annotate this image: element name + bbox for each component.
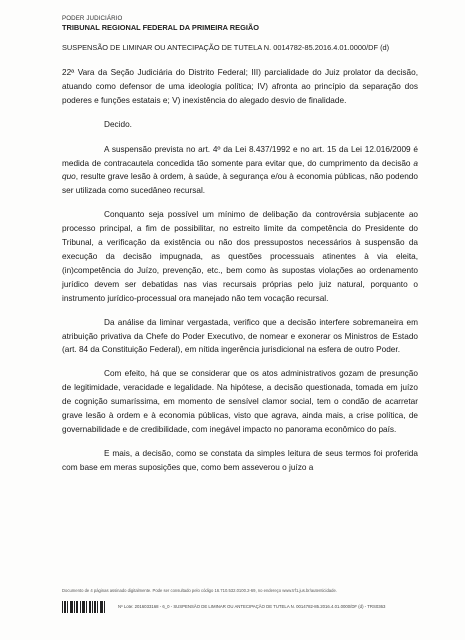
barcode-image bbox=[62, 601, 108, 613]
paragraph-decido: Decido. bbox=[104, 119, 132, 129]
power-header: PODER JUDICIÁRIO bbox=[62, 15, 123, 22]
process-title: SUSPENSÃO DE LIMINAR OU ANTECIPAÇÃO DE TUTELA N. 0014782-85.2016.4.01.0000/DF (d) bbox=[62, 43, 390, 52]
paragraph-3 bbox=[62, 143, 418, 199]
court-header: TRIBUNAL REGIONAL FEDERAL DA PRIMEIRA REGIÃO bbox=[62, 23, 259, 32]
paragraph-3-italic: a quo bbox=[62, 158, 418, 182]
paragraph-4: Conquanto seja possível um mínimo de delibação da controvérsia subjacente ao processo principal, a fim de possibilitar, no estreito limite da competência do Presidente do Tribunal, a verificação da existência ou não dos pressupostos necessários à suspensão da execução da decisão impugnada, as questões processuais atinentes à via eleita, (in)competência do Juízo, prevenção, etc., bem como às supostas violações ao ordenamento jurídico devem ser debatidas nas vias recursais próprias pelo juiz natural, porquanto o instrumento jurídico-processual ora manejado não tem vocação recursal. bbox=[62, 210, 418, 303]
paragraph-6: Com efeito, há que se considerar que os atos administrativos gozam de presunção de legitimidade, veracidade e legalidade. Na hipótese, a decisão questionada, tomada em juízo de cognição sumaríssima, em momento de sensível clamor social, tem o condão de acarretar grave lesão à ordem e à economia públicas, visto que agrava, ainda mais, a crise política, de governabilidade e de credibilidade, com inegável impacto no panorama econômico do país. bbox=[62, 369, 418, 434]
paragraph-5: Da análise da liminar vergastada, verifico que a decisão interfere sobremaneira em atribuição privativa da Chefe do Poder Executivo, de nomear e exonerar os Ministros de Estado (art. 84 da Constituição Federal), em nítida ingerência jurisdicional na esfera de outro Poder. bbox=[62, 317, 418, 355]
barcode-caption: Nº Lote: 2016033168 - 6_0 - SUSPENSÃO DE LIMINAR OU ANTECIPAÇÃO DE TUTELA N. 0014782-85.2016.4.01.0000/DF (d) - TRS0363 bbox=[118, 604, 386, 609]
paragraph-3-c: , resulte grave lesão à ordem, à saúde, à segurança e/ou à economia públicas, não podendo ser utilizada como sucedâneo recursal. bbox=[62, 172, 418, 196]
paragraph-1: 22ª Vara da Seção Judiciária do Distrito Federal; III) parcialidade do Juiz prolator da decisão, atuando como defensor de uma ideologia política; IV) afronta ao princípio da separação dos poderes e funções estatais e; V) inexistência do alegado desvio de finalidade. bbox=[62, 68, 418, 105]
footer-note: Documento de 4 páginas assinado digitalmente. Pode ser consultado pelo código 16.710.532.0100.2-69, no endereço www.trf1.jus.br/autenticidade. bbox=[62, 588, 337, 593]
document-body bbox=[62, 66, 418, 485]
paragraph-7: E mais, a decisão, como se constata da simples leitura de seus termos foi proferida com base em meras suposições que, como bem asseverou o juízo a bbox=[62, 448, 418, 472]
paragraph-3-a: A suspensão prevista no art. 4º da Lei 8.437/1992 e no art. 15 da Lei 12.016/2009 é medida de contracautela concedida tão somente para evitar que, do cumprimento da decisão bbox=[62, 144, 418, 168]
